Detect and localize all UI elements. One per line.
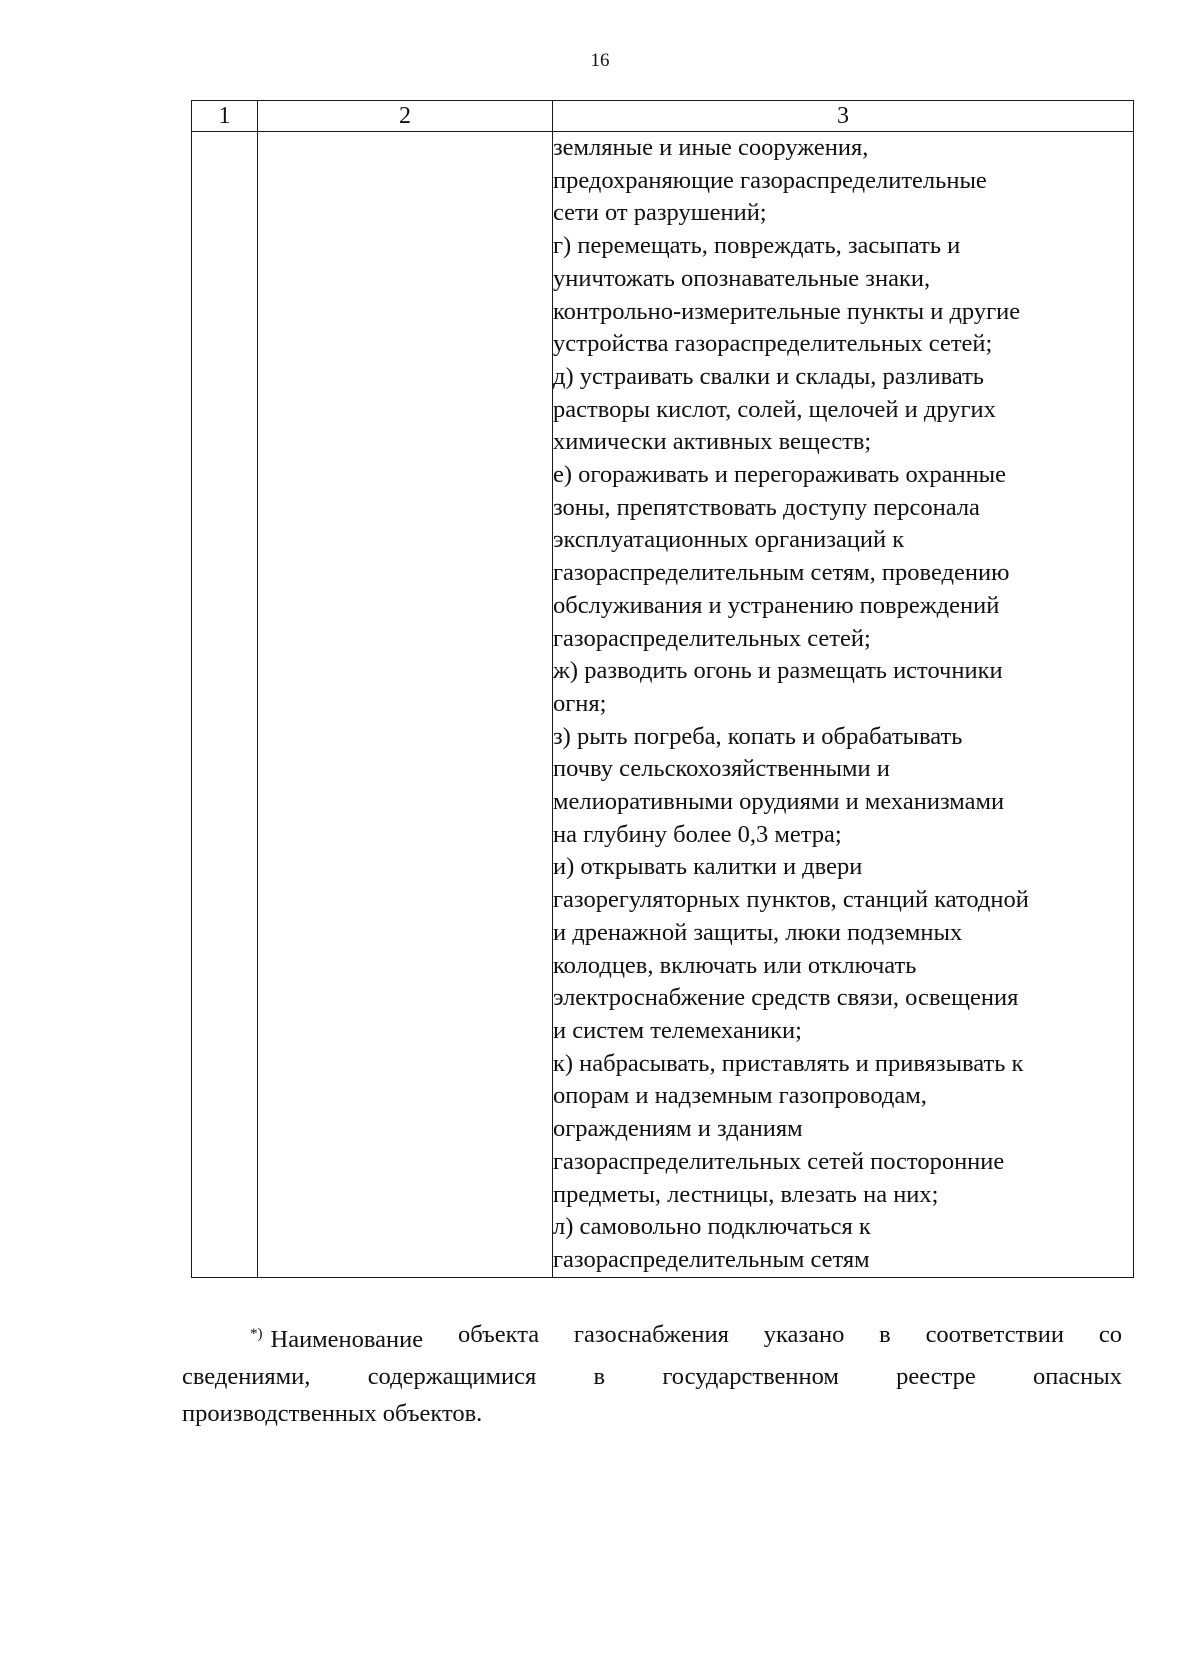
- cell-text-line: колодцев, включать или отключать: [553, 951, 917, 979]
- footnote-marker: *): [250, 1326, 263, 1342]
- column-header-2: 2: [258, 101, 553, 132]
- footnote-line-3: производственных объектов.: [182, 1400, 483, 1427]
- footnote-word: в: [593, 1363, 606, 1390]
- cell-text-line: на глубину более 0,3 метра;: [553, 820, 842, 848]
- cell-text-line: г) перемещать, повреждать, засыпать и: [553, 232, 961, 260]
- cell-text-line: устройства газораспределительных сетей;: [553, 330, 993, 358]
- footnote-word: содержащимися: [367, 1363, 537, 1390]
- cell-text-line: л) самовольно подключаться к: [553, 1213, 871, 1241]
- page-number: 16: [590, 50, 610, 71]
- footnote-word: опасных: [1033, 1363, 1122, 1390]
- table-cell-col1: [192, 132, 258, 1278]
- cell-text-line: газораспределительным сетям, проведению: [553, 559, 1010, 587]
- footnote-word: реестре: [896, 1363, 976, 1390]
- requirements-table: [191, 100, 1134, 1278]
- column-header-1: 1: [192, 101, 258, 132]
- cell-text-line: почву сельскохозяйственными и: [553, 755, 890, 783]
- table-cell-col3: [553, 132, 1134, 1278]
- cell-text-line: газораспределительным сетям: [553, 1245, 870, 1273]
- table-row: [192, 132, 1134, 1278]
- cell-text-line: сети от разрушений;: [553, 199, 767, 227]
- cell-text-line: ограждениям и зданиям: [553, 1115, 803, 1143]
- cell-text-line: предметы, лестницы, влезать на них;: [553, 1180, 939, 1208]
- footnote-word: в: [879, 1321, 891, 1348]
- footnote-word: [250, 1316, 423, 1358]
- cell-text-line: электроснабжение средств связи, освещения: [553, 984, 1019, 1012]
- cell-text-line: газорегуляторных пунктов, станций катодной: [553, 886, 1029, 914]
- footnote-word: объекта: [457, 1321, 540, 1348]
- table-cell-col2: [258, 132, 553, 1278]
- cell-text-line: опорам и надземным газопроводам,: [553, 1082, 927, 1110]
- cell-text-line: з) рыть погреба, копать и обрабатывать: [553, 722, 963, 750]
- cell-text-line: ж) разводить огонь и размещать источники: [553, 657, 1003, 685]
- cell-text-line: мелиоративными орудиями и механизмами: [553, 788, 1005, 816]
- footnote-line-1: [182, 1316, 1122, 1358]
- cell-text-line: и) открывать калитки и двери: [553, 853, 863, 881]
- footnote-word: газоснабжения: [573, 1321, 729, 1348]
- cell-text-line: эксплуатационных организаций к: [553, 526, 905, 554]
- cell-text-line: растворы кислот, солей, щелочей и других: [553, 395, 996, 423]
- cell-text-line: предохраняющие газораспределительные: [553, 166, 987, 194]
- footnote-word: со: [1098, 1321, 1122, 1348]
- footnote-word: государственном: [662, 1363, 839, 1390]
- cell-text-line: земляные и иные сооружения,: [553, 134, 869, 161]
- cell-text-line: е) огораживать и перегораживать охранные: [553, 461, 1007, 489]
- table-header-row: [192, 101, 1134, 132]
- cell-text-line: к) набрасывать, приставлять и привязывать к: [553, 1049, 1024, 1077]
- cell-text-line: газораспределительных сетей посторонние: [553, 1147, 1005, 1175]
- footnote-word: указано: [763, 1321, 845, 1348]
- cell-text-line: обслуживания и устранению повреждений: [553, 591, 1000, 619]
- cell-text-line: д) устраивать свалки и склады, разливать: [553, 362, 984, 390]
- cell-text-line: и дренажной защиты, люки подземных: [553, 918, 963, 946]
- footnote-word-text: Наименование: [270, 1326, 424, 1353]
- footnote: [182, 1316, 1122, 1432]
- cell-text-line: уничтожать опознавательные знаки,: [553, 264, 931, 292]
- cell-text-line: и систем телемеханики;: [553, 1016, 802, 1044]
- footnote-word: сведениями,: [182, 1363, 311, 1390]
- cell-text-line: контрольно-измерительные пункты и другие: [553, 297, 1021, 325]
- footnote-word: соответствии: [925, 1321, 1064, 1348]
- cell-text-line: огня;: [553, 689, 607, 717]
- cell-text-line: химически активных веществ;: [553, 428, 872, 456]
- cell-text-line: зоны, препятствовать доступу персонала: [553, 493, 980, 521]
- cell-text-line: газораспределительных сетей;: [553, 624, 871, 652]
- column-header-3: 3: [553, 101, 1134, 132]
- footnote-line-2: [182, 1358, 1122, 1395]
